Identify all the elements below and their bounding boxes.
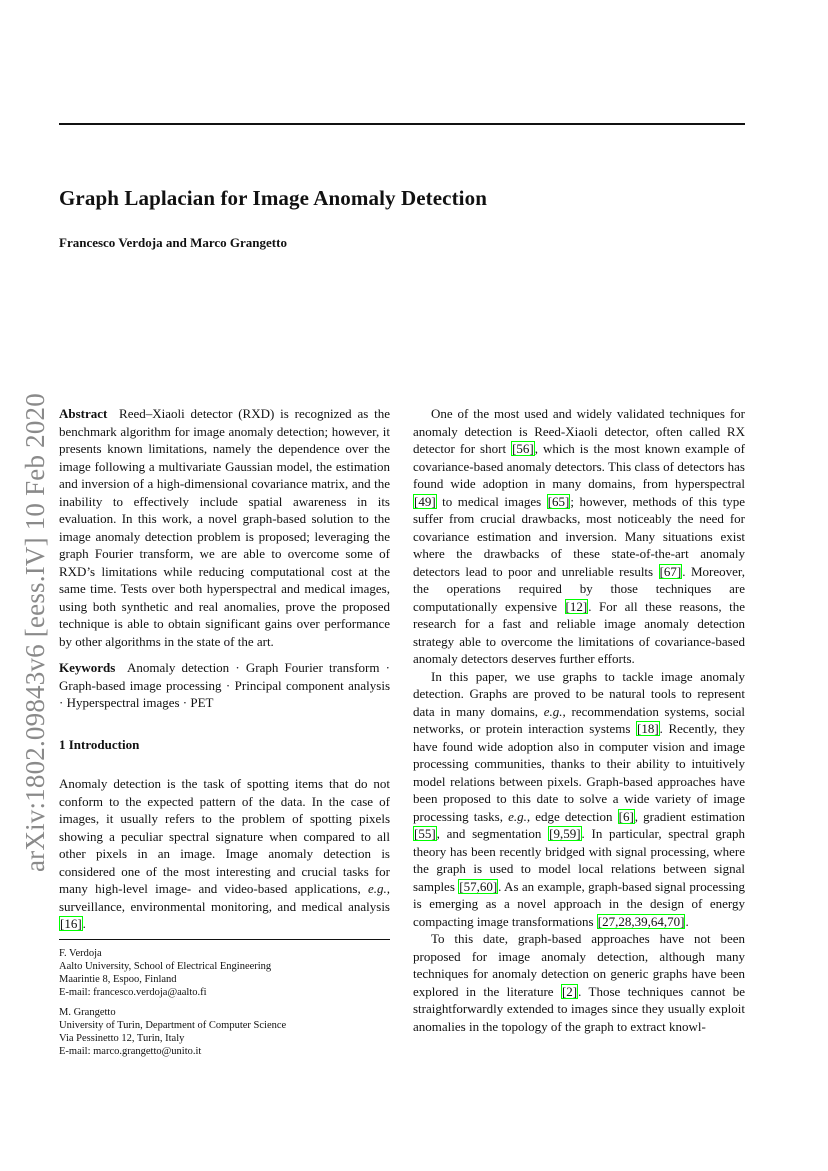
right-column <box>413 405 745 1035</box>
citation-link[interactable]: [65] <box>547 493 570 509</box>
abstract-text: Reed–Xiaoli detector (RXD) is recognized as the benchmark algorithm for image anomaly detection; however, it presents known limitations, namely the dependence over the image following a multivariate Gaussian model, the estimation and inversion of a high-dimensional covariance matrix, and the inability to effectively include spatial awareness in its evaluation. In this work, a novel graph-based solution to the image anomaly detection problem is proposed; leveraging the graph Fourier transform, we are able to overcome some of RXD’s limitations while reducing computational cost at the same time. Tests over both hyperspectral and medical images, using both synthetic and real anomalies, prove the proposed technique is able to obtain significant gains over performance by other algorithms in the state of the art. <box>59 406 391 649</box>
citation-link[interactable]: [49] <box>414 493 436 509</box>
intro-paragraph-3: In this paper, we use graphs to tackle image anomaly detection. Graphs are proved to be natural tools to represent data in many domains, e.g., recommendation systems, social networks, or protein interaction systems [18]. Recently, they have found wide adoption also in computer vision and image processing communities, thanks to their ability to intuitively model relations between pixels. Graph-based approaches have been proposed to this date to solve a wide variety of image processing tasks, e.g., edge detection [6], gradient estimation [55], and segmentation [9,59]. In particular, spectral graph theory has been recently bridged with signal processing, where the graph is used to model local relations between signal samples [57,60]. As an example, graph-based signal processing is emerging as a novel approach in the design of energy compacting image transformations [27,28,39,64,70]. <box>413 668 746 929</box>
citation-link[interactable]: [2] <box>561 983 578 999</box>
citation-link[interactable]: [18] <box>637 721 659 736</box>
citation-link[interactable]: [56] <box>512 441 534 456</box>
arxiv-sidebar-stamp: arXiv:1802.09843v6 [eess.IV] 10 Feb 2020 <box>20 393 50 872</box>
citation-link[interactable]: [6] <box>618 808 634 824</box>
footnote-author1-name: F. Verdoja <box>59 947 102 959</box>
paper-title: Graph Laplacian for Image Anomaly Detection <box>59 186 487 210</box>
citation-link[interactable]: [57,60] <box>459 878 498 894</box>
intro-paragraph-4: To this date, graph-based approaches have not been proposed for image anomaly detection, although many techniques for anomaly detection on generic graphs have been explored in the literature [2]. Those techniques cannot be straightforwardly extended to images since they usually exploit anomalies in the topology of the graph to extract knowl- <box>413 931 745 1034</box>
footnote-author2-affiliation: University of Turin, Department of Computer Science <box>59 1019 287 1031</box>
author-footnotes <box>59 947 390 1058</box>
footnote-author1-affiliation: Aalto University, School of Electrical Engineering <box>59 960 272 972</box>
citation-link[interactable]: [16] <box>60 916 82 931</box>
citation-link[interactable]: [67] <box>659 563 682 579</box>
citation-link[interactable]: [12] <box>565 598 588 614</box>
intro-paragraph-1: Anomaly detection is the task of spotting items that do not conform to the expected pattern of the data. In the case of images, it usually refers to the problem of spotting pixels showing a peculiar spectral signature when compared to all other pixels in an image. Image anomaly detection is considered one of the most interesting and crucial tasks for many high-level image- and video-based applications, e.g., surveillance, environmental monitoring, and medical analysis [16]. <box>59 776 390 931</box>
intro-paragraph-2: One of the most used and widely validated techniques for anomaly detection is Reed-Xiaoli detector, often called RX detector for short [56], which is the most known example of covariance-based anomaly detectors. This class of detectors has found wide adoption in many domains, from hyperspectral [49] to medical images [65]; however, methods of this type suffer from crucial drawbacks, most noticeably the need for covariance estimation and inversion. Many situations exist where the drawbacks of these state-of-the-art anomaly detectors lead to poor and unreliable results [67]. Moreover, the operations required by those techniques are computationally expensive [12]. For all these reasons, the research for a fast and reliable image anomaly detection strategy able to overcome the limitations of covariance-based anomaly detectors deserves further efforts. <box>413 406 745 666</box>
section-heading-introduction: 1 Introduction <box>59 736 140 752</box>
paper-authors: Francesco Verdoja and Marco Grangetto <box>59 235 287 250</box>
abstract-label: Abstract <box>59 406 108 421</box>
citation-link[interactable]: [9,59] <box>549 826 581 841</box>
footnote-author1-address: Maarintie 8, Espoo, Finland <box>59 973 177 985</box>
footnote-author1-email: E-mail: francesco.verdoja@aalto.fi <box>59 986 207 998</box>
keywords-label: Keywords <box>59 660 116 675</box>
top-rule <box>59 123 745 125</box>
left-column <box>59 405 390 1058</box>
footnote-author2-email: E-mail: marco.grangetto@unito.it <box>59 1045 202 1057</box>
footnote-rule <box>59 939 390 940</box>
citation-link[interactable]: [55] <box>414 826 436 841</box>
abstract <box>59 405 390 650</box>
citation-link[interactable]: [27,28,39,64,70] <box>597 913 685 929</box>
footnote-author2-name: M. Grangetto <box>59 1006 116 1018</box>
keywords <box>59 659 390 712</box>
keywords-text: Anomaly detection · Graph Fourier transform · Graph-based image processing · Principal component analysis · Hyperspectral images · PET <box>59 660 390 710</box>
footnote-author2-address: Via Pessinetto 12, Turin, Italy <box>59 1032 185 1044</box>
